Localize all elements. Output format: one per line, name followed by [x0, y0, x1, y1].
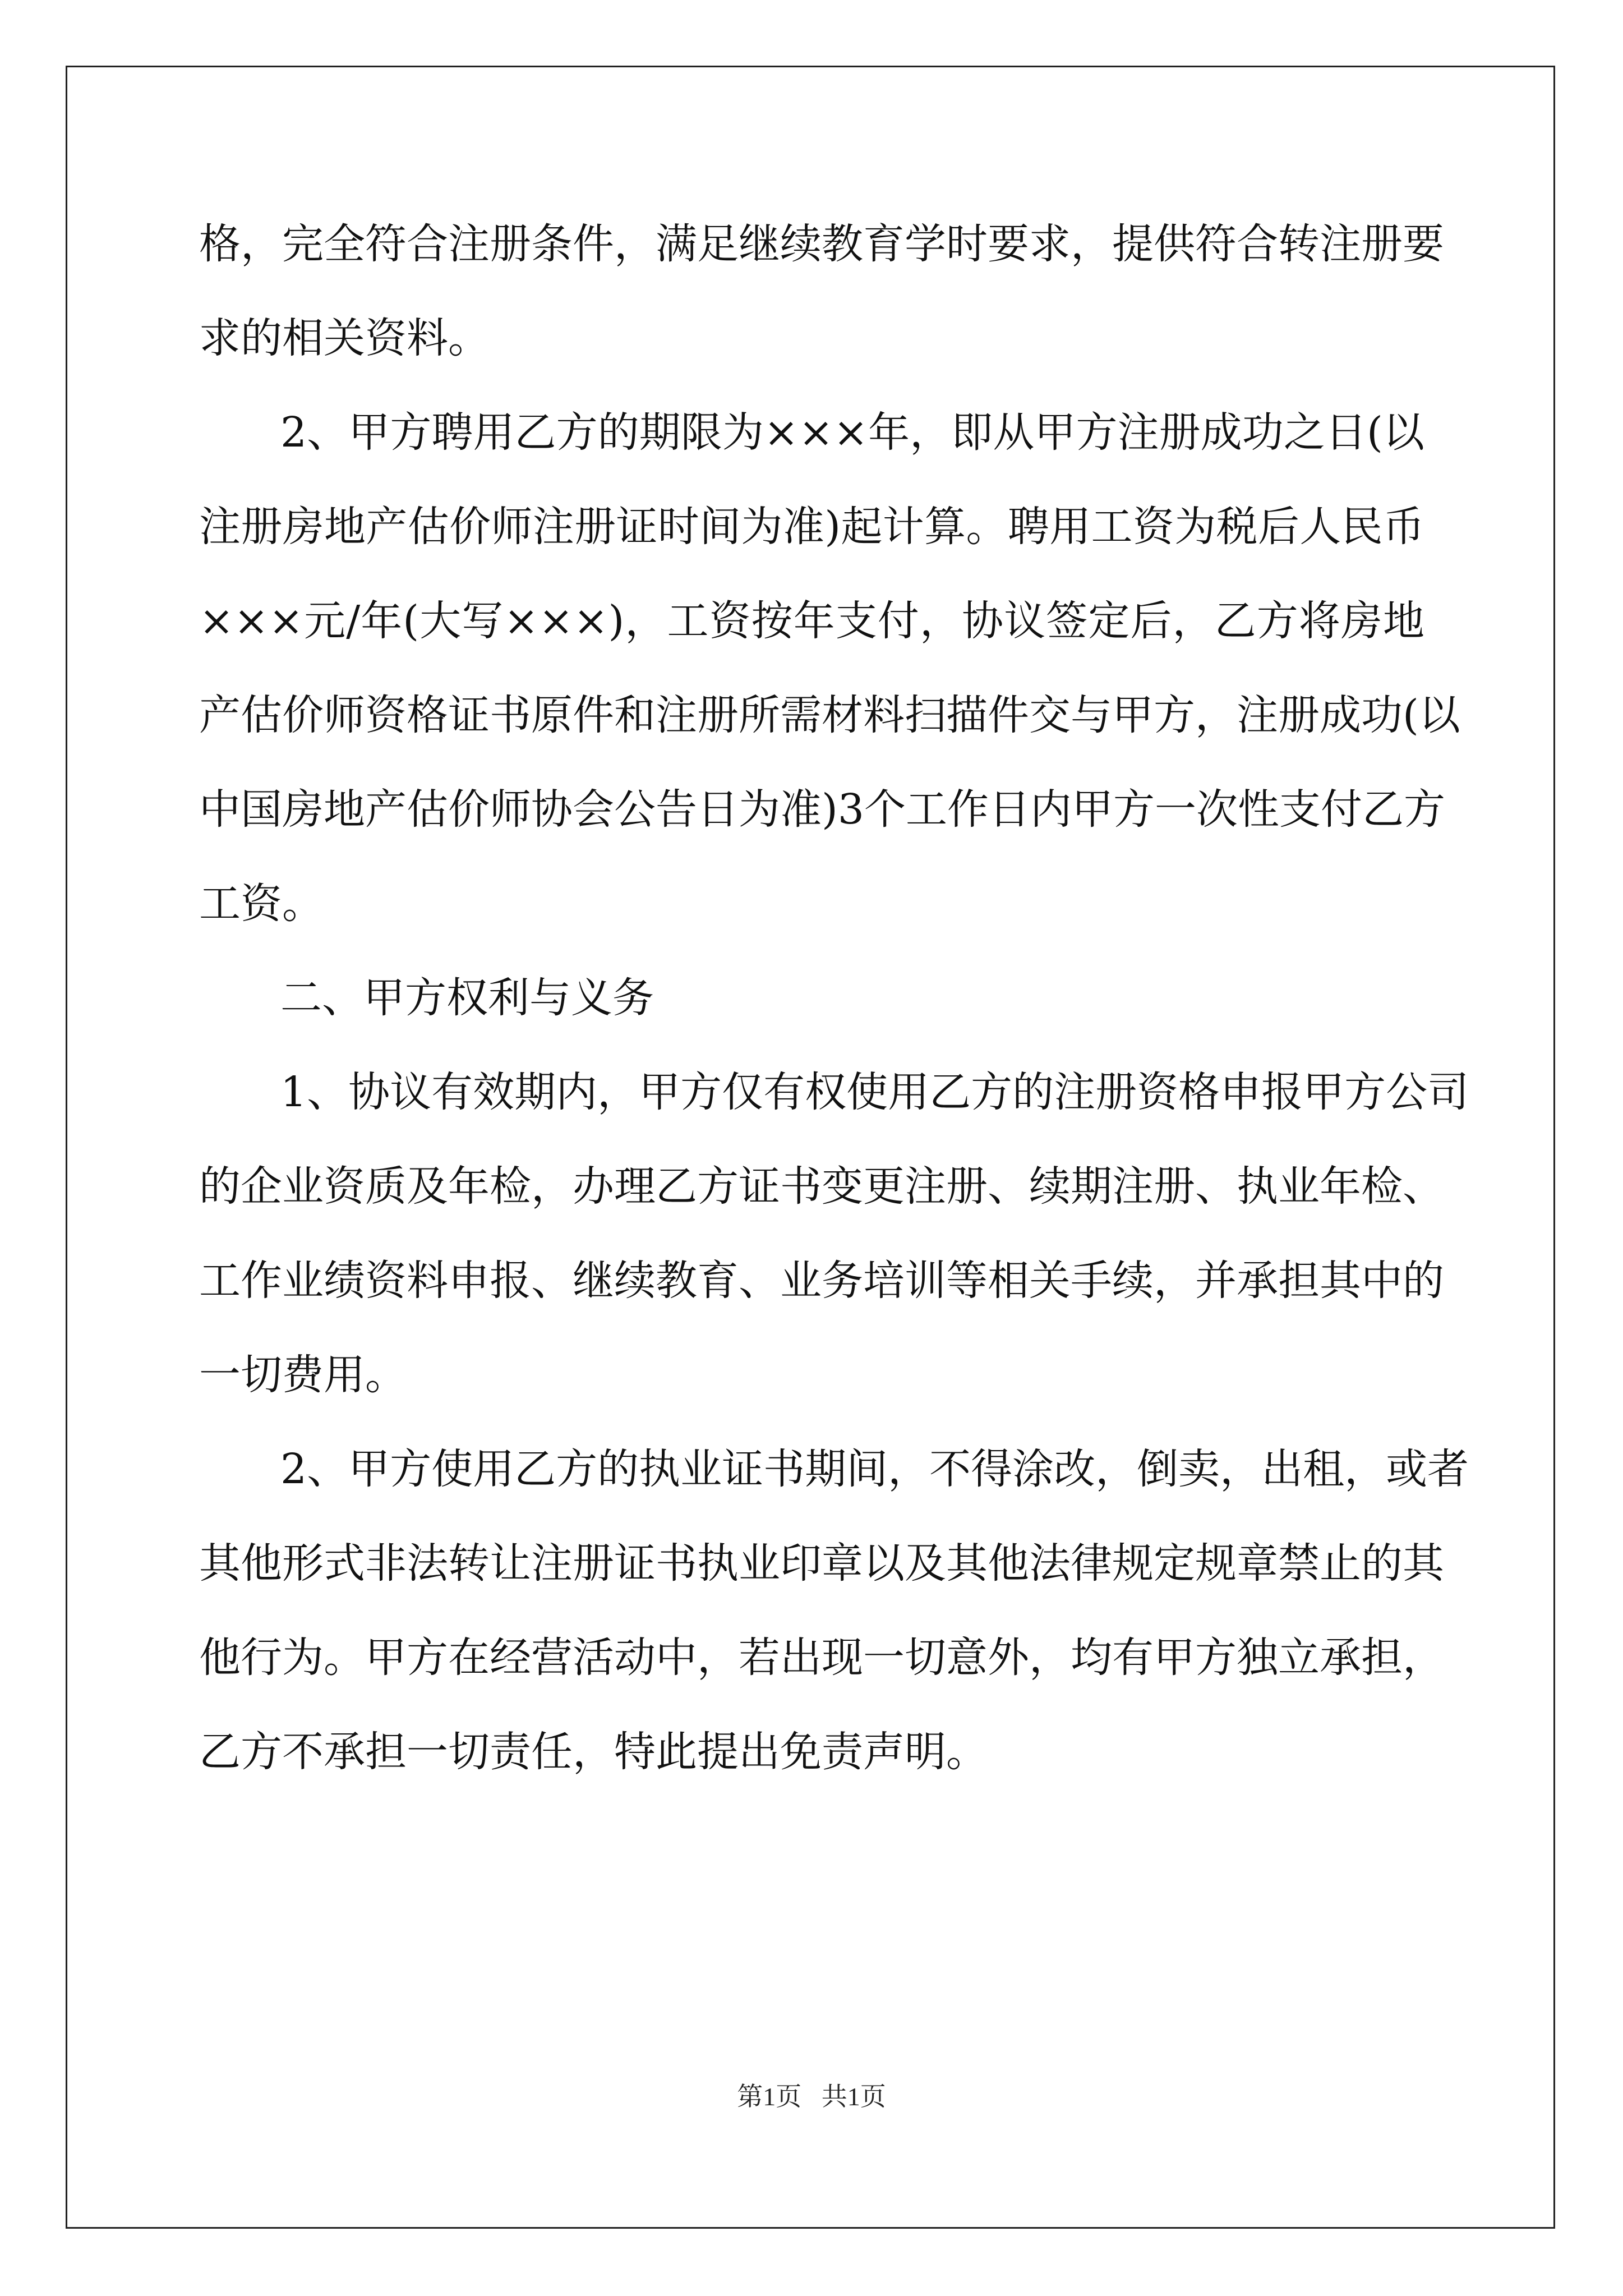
page-number-current: 第1页 [737, 2082, 802, 2111]
body-line: 注册房地产估价师注册证时间为准)起计算。聘用工资为税后人民币 [199, 503, 1424, 551]
body-line: 求的相关资料。 [199, 314, 490, 362]
body-line: 的企业资质及年检，办理乙方证书变更注册、续期注册、执业年检、 [199, 1162, 1444, 1211]
body-line: 中国房地产估价师协会公告日为准)3个工作日内甲方一次性支付乙方 [199, 785, 1445, 834]
page-footer [0, 2080, 1623, 2114]
body-line: 工资。 [199, 880, 324, 928]
body-line: 2、甲方聘用乙方的期限为×××年，即从甲方注册成功之日(以 [280, 408, 1424, 457]
page-number-total: 共1页 [821, 2082, 886, 2111]
body-line: 一切费用。 [199, 1351, 407, 1399]
body-line: 1、协议有效期内，甲方仅有权使用乙方的注册资格申报甲方公司 [280, 1068, 1469, 1116]
body-line: 产估价师资格证书原件和注册所需材料扫描件交与甲方，注册成功(以 [199, 691, 1460, 739]
body-line: 工作业绩资料申报、继续教育、业务培训等相关手续，并承担其中的 [199, 1257, 1444, 1305]
body-line: 他行为。甲方在经营活动中，若出现一切意外，均有甲方独立承担， [199, 1634, 1444, 1682]
body-line: 乙方不承担一切责任，特此提出免责声明。 [199, 1728, 988, 1776]
body-line: 格，完全符合注册条件，满足继续教育学时要求，提供符合转注册要 [199, 220, 1444, 268]
body-line: 其他形式非法转让注册证书执业印章以及其他法律规定规章禁止的其 [199, 1539, 1444, 1588]
body-line: ×××元/年(大写×××)，工资按年支付，协议签定后，乙方将房地 [199, 597, 1424, 645]
body-line: 2、甲方使用乙方的执业证书期间，不得涂改，倒卖，出租，或者 [280, 1445, 1469, 1493]
page-border [66, 66, 1555, 2229]
section-heading: 二、甲方权利与义务 [280, 974, 654, 1022]
